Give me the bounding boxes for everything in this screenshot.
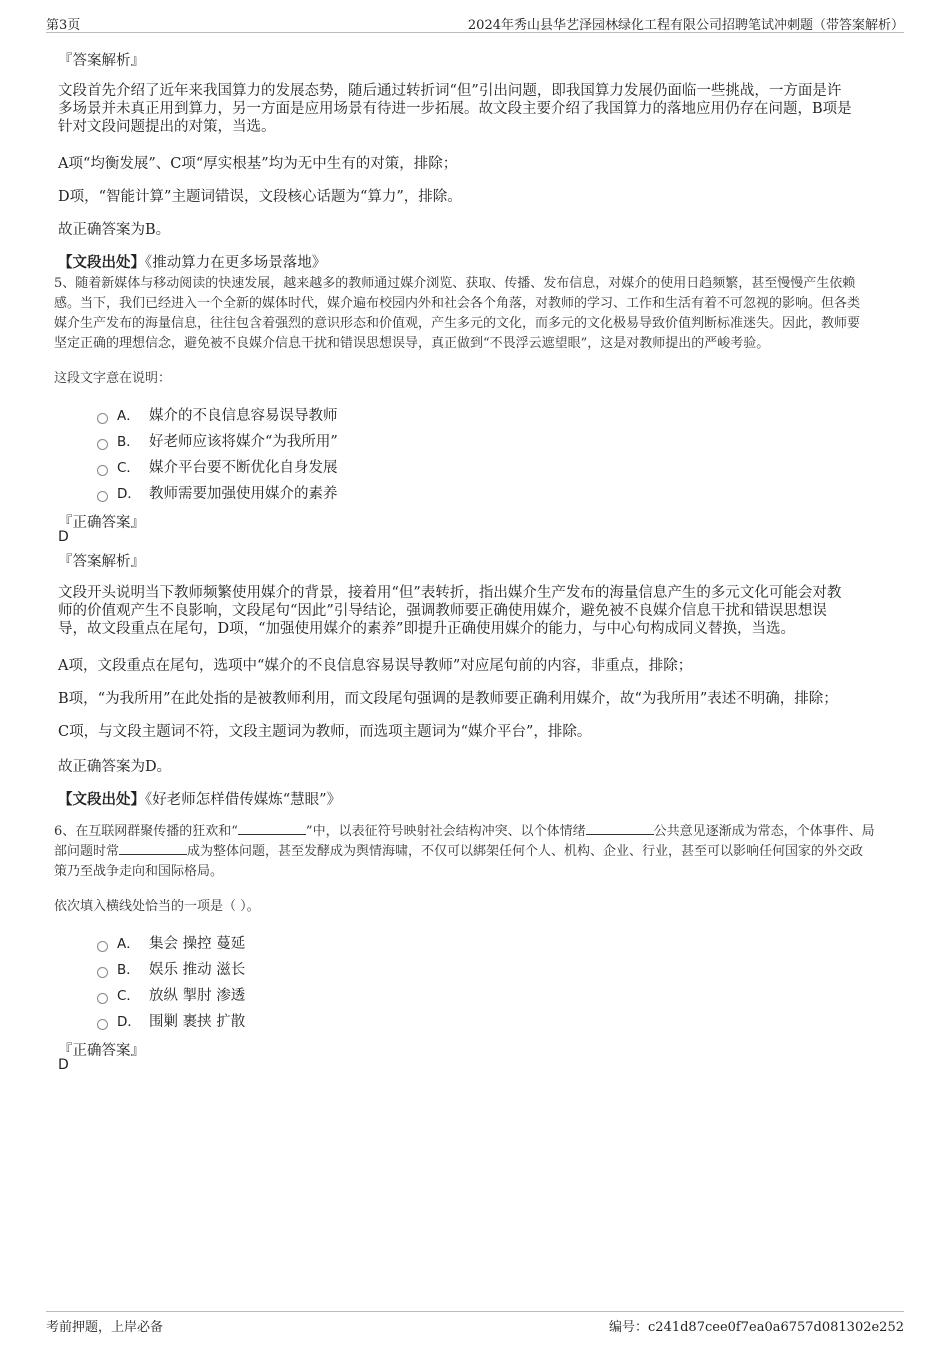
- option-text: 围剿 裹挟 扩散: [149, 1014, 246, 1030]
- source-title: 《推动算力在更多场景落地》: [145, 255, 327, 271]
- q5-prompt: 这段文字意在说明：: [54, 371, 172, 386]
- q4-analysis-paragraph-4: 故正确答案为B。: [58, 222, 171, 238]
- text-line: [54, 822, 900, 842]
- radio-icon[interactable]: [97, 439, 108, 450]
- q5-answer: D: [58, 529, 69, 545]
- option-text: 娱乐 推动 滋长: [149, 962, 246, 978]
- q4-source: [58, 251, 326, 272]
- q5-answer-label: 『正确答案』: [58, 515, 145, 531]
- page-number: 第3页: [46, 18, 81, 33]
- option-text: 放纵 掣肘 渗透: [149, 988, 246, 1004]
- q4-analysis-label: 『答案解析』: [58, 53, 145, 69]
- text-line: 多场景并未真正用到算力，另一方面是应用场景有待进一步拓展。故文段主要介绍了我国算力的落地应用仍存在问题，B项是: [58, 101, 852, 117]
- q5-source: [58, 788, 341, 809]
- fill-blank-3: [119, 842, 187, 855]
- stem-text: 公共意见逐渐成为常态，个体事件、局: [653, 824, 875, 839]
- q5-analysis-paragraph-3: B项，“为我所用”在此处指的是被教师利用，而文段尾句强调的是教师要正确利用媒介，故“为我所用”表述不明确，排除；: [58, 691, 838, 707]
- q4-analysis-paragraph-1: [58, 82, 898, 136]
- stem-text: 6、在互联网群聚传播的狂欢和“: [54, 824, 238, 839]
- radio-icon[interactable]: [97, 491, 108, 502]
- text-line: 导，故文段重点在尾句，D项，“加强使用媒介的素养”即提升正确使用媒介的能力，与中心句构成同义替换，当选。: [58, 621, 795, 637]
- text-line: 文段开头说明当下教师频繁使用媒介的背景，接着用“但”表转折，指出媒介生产发布的海量信息产生的多元文化可能会对教: [58, 585, 842, 601]
- q4-analysis-paragraph-3: D项，“智能计算”主题词错误，文段核心话题为“算力”，排除。: [58, 189, 462, 205]
- radio-icon[interactable]: [97, 967, 108, 978]
- document-id: 编号：c241d87cee0f7ea0a6757d081302e252: [609, 1320, 904, 1335]
- q5-option-a[interactable]: [97, 404, 338, 424]
- option-letter: D．: [117, 1014, 141, 1030]
- q6-answer: D: [58, 1057, 69, 1073]
- source-label: 【文段出处】: [58, 791, 145, 808]
- text-line: 文段首先介绍了近年来我国算力的发展态势，随后通过转折词“但”引出问题，即我国算力发展仍面临一些挑战，一方面是许: [58, 83, 842, 99]
- text-line: 5、随着新媒体与移动阅读的快速发展，越来越多的教师通过媒介浏览、获取、传播、发布信息，对媒介的使用日趋频繁，甚至慢慢产生依赖: [54, 276, 856, 291]
- q5-analysis-label: 『答案解析』: [58, 554, 145, 570]
- text-line: 媒介生产发布的海量信息，往往包含着强烈的意识形态和价值观，产生多元的文化，而多元的文化极易导致价值判断标准迷失。因此，教师要: [54, 316, 861, 331]
- option-letter: D．: [117, 486, 141, 502]
- option-text: 媒介的不良信息容易误导教师: [149, 408, 338, 424]
- page-footer: [46, 1311, 904, 1336]
- stem-text: 成为整体问题，甚至发酵成为舆情海啸，不仅可以綁架任何个人、机构、企业、行业，甚至可以影响任何国家的外交政: [187, 844, 864, 859]
- footer-slogan: 考前押题，上岸必备: [46, 1320, 164, 1335]
- q5-analysis-paragraph-4: C项，与文段主题词不符，文段主题词为教师，而选项主题词为“媒介平台”，排除。: [58, 724, 592, 740]
- q4-analysis-paragraph-2: A项“均衡发展”、C项“厚实根基”均为无中生有的对策，排除；: [58, 156, 458, 172]
- q6-option-d[interactable]: [97, 1010, 245, 1030]
- option-letter: A．: [117, 408, 140, 424]
- text-line: 师的价值观产生不良影响，文段尾句“因此”引导结论，强调教师要正确使用媒介，避免被不良媒介信息干扰和错误思想误: [58, 603, 827, 619]
- source-label: 【文段出处】: [58, 254, 145, 271]
- stem-text: 部问题时常: [54, 844, 120, 859]
- radio-icon[interactable]: [97, 413, 108, 424]
- q5-option-c[interactable]: [97, 456, 338, 476]
- text-line: [54, 842, 900, 862]
- option-letter: C．: [117, 460, 140, 476]
- q6-option-c[interactable]: [97, 984, 245, 1004]
- q6-stem: [54, 822, 900, 882]
- radio-icon[interactable]: [97, 1019, 108, 1030]
- radio-icon[interactable]: [97, 465, 108, 476]
- option-letter: B．: [117, 962, 140, 978]
- option-text: 好老师应该将媒介“为我所用”: [149, 434, 338, 450]
- option-text: 媒介平台要不断优化自身发展: [149, 460, 338, 476]
- q6-option-b[interactable]: [97, 958, 245, 978]
- q6-option-a[interactable]: [97, 932, 245, 952]
- source-title: 《好老师怎样借传媒炼“慧眼”》: [145, 792, 342, 808]
- q6-prompt: 依次填入横线处恰当的一项是（ ）。: [54, 899, 260, 914]
- option-text: 教师需要加强使用媒介的素养: [149, 486, 338, 502]
- text-line: 针对文段问题提出的对策，当选。: [58, 119, 276, 135]
- option-letter: A．: [117, 936, 140, 952]
- option-letter: C．: [117, 988, 140, 1004]
- text-line: 感。当下，我们已经进入一个全新的媒体时代，媒介遍布校园内外和社会各个角落，对教师的学习、工作和生活有着不可忽视的影响。但各类: [54, 296, 861, 311]
- radio-icon[interactable]: [97, 941, 108, 952]
- q5-stem: [54, 274, 900, 354]
- radio-icon[interactable]: [97, 993, 108, 1004]
- stem-text: ”中，以表征符号映射社会结构冲突、以个体情绪: [305, 824, 586, 839]
- document-title: 2024年秀山县华艺泽园林绿化工程有限公司招聘笔试冲刺题（带答案解析）: [467, 18, 904, 33]
- q5-analysis-paragraph-1: [58, 584, 898, 638]
- text-line: 坚定正确的理想信念，避免被不良媒介信息干扰和错误思想误导，真正做到“不畏浮云遮望眼”，这是对教师提出的严峻考验。: [54, 336, 770, 351]
- q5-analysis-paragraph-5: 故正确答案为D。: [58, 759, 172, 775]
- q5-option-d[interactable]: [97, 482, 338, 502]
- fill-blank-2: [586, 822, 654, 835]
- page-header: [46, 12, 904, 33]
- option-letter: B．: [117, 434, 140, 450]
- q6-answer-label: 『正确答案』: [58, 1043, 145, 1059]
- text-line: 策乃至战争走向和国际格局。: [54, 864, 224, 879]
- option-text: 集会 操控 蔓延: [149, 936, 246, 952]
- q5-analysis-paragraph-2: A项，文段重点在尾句，选项中“媒介的不良信息容易误导教师”对应尾句前的内容，非重点，排除；: [58, 658, 693, 674]
- q5-option-b[interactable]: [97, 430, 338, 450]
- fill-blank-1: [238, 822, 306, 835]
